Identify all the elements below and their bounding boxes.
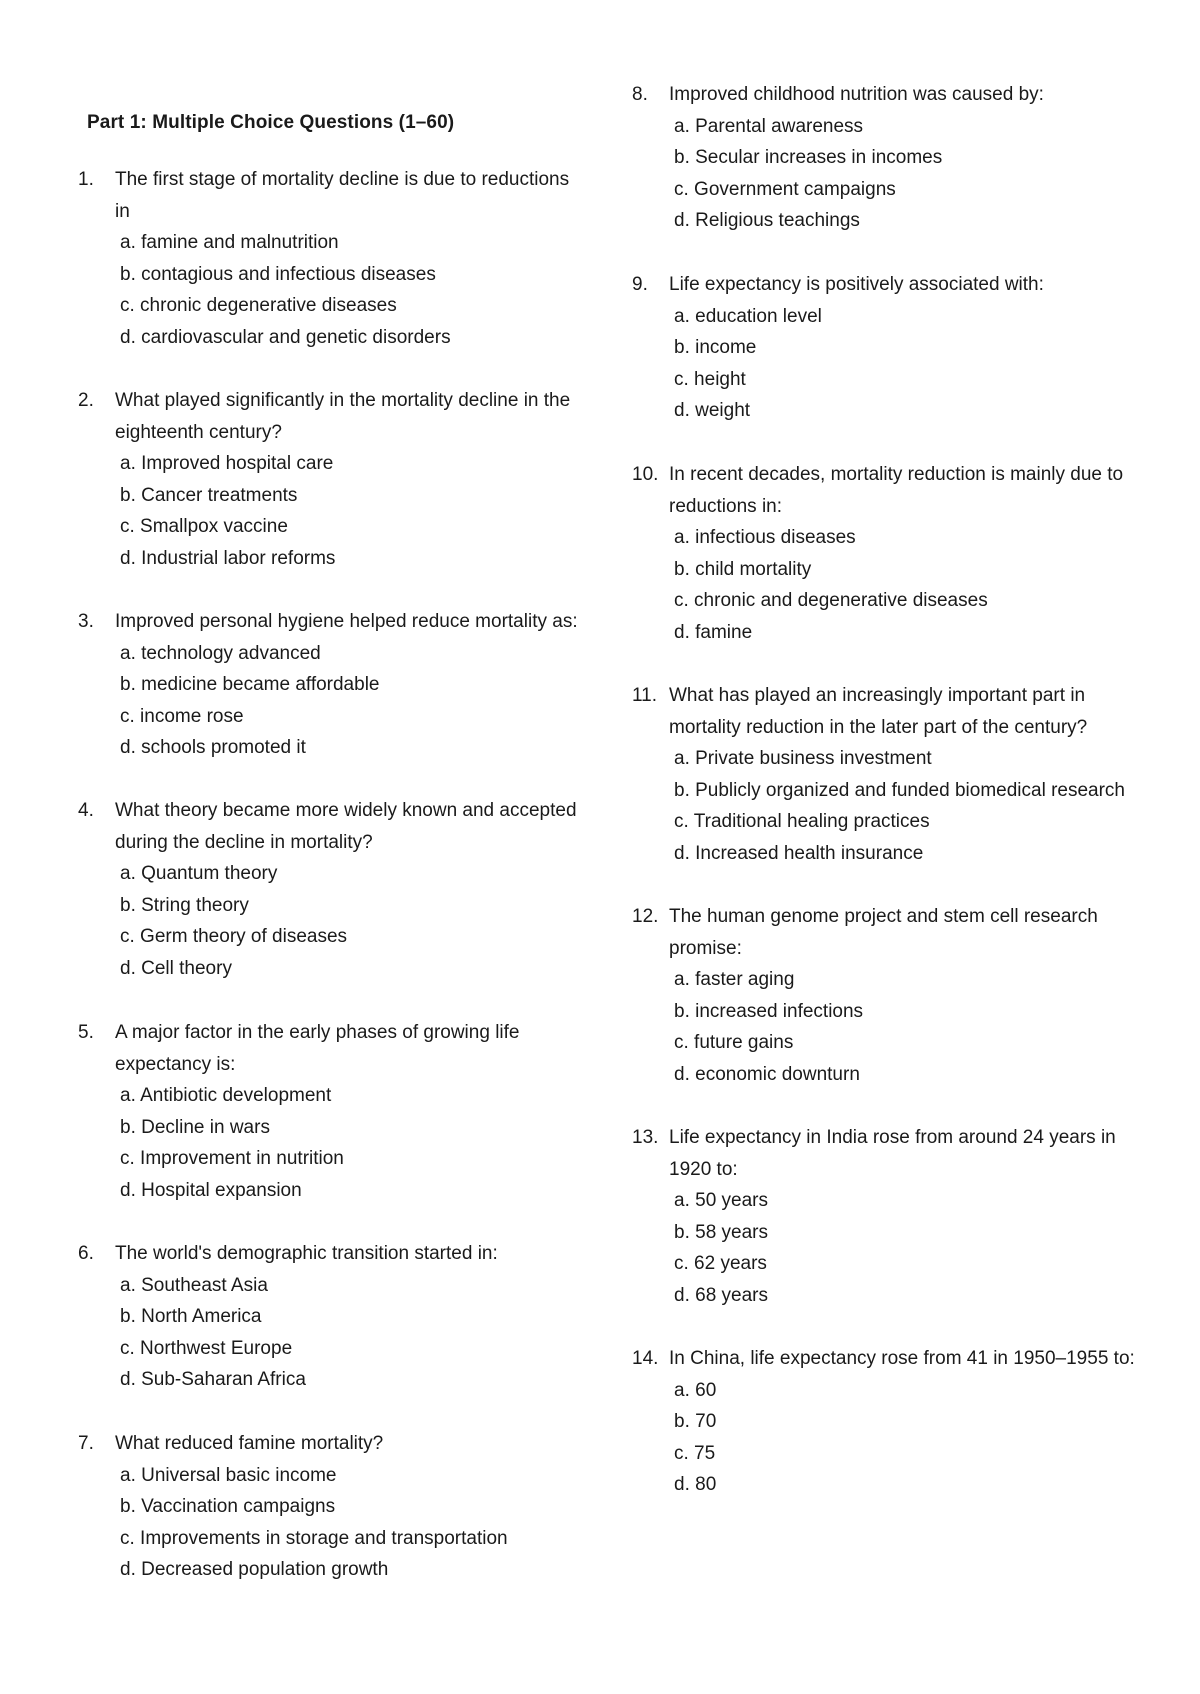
option-d: d. 80 (674, 1474, 717, 1495)
option-b: b. 70 (674, 1411, 717, 1432)
option-d: d. famine (674, 621, 753, 643)
option-list (78, 1460, 578, 1586)
option-c: c. 75 (674, 1442, 716, 1464)
option-c: c. chronic and degenerative diseases (674, 590, 988, 611)
question-12 (632, 901, 1152, 1090)
question-number: 8. (632, 84, 648, 105)
option-list (78, 638, 578, 764)
question-13 (632, 1122, 1152, 1311)
question-text: Improved childhood nutrition was caused by: (669, 84, 1044, 105)
question-number: 11. (632, 685, 658, 706)
question-8 (632, 79, 1152, 237)
option-d: d. Increased health insurance (674, 842, 924, 864)
option-d: d. Decreased population growth (120, 1559, 389, 1580)
option-d: d. weight (674, 400, 751, 421)
option-list (78, 1080, 578, 1206)
option-a: a. infectious diseases (674, 527, 856, 548)
option-list (78, 1270, 578, 1396)
question-text: What reduced famine mortality? (115, 1433, 384, 1454)
option-a: a. famine and malnutrition (120, 232, 339, 253)
option-b: b. Vaccination campaigns (120, 1496, 336, 1517)
question-5 (78, 1017, 578, 1206)
question-number: 10. (632, 464, 659, 485)
option-d: d. schools promoted it (120, 737, 306, 758)
section-heading: Part 1: Multiple Choice Questions (1–60) (87, 112, 455, 133)
option-b: b. Secular increases in incomes (674, 147, 943, 168)
question-number: 2. (78, 390, 94, 411)
question-text: In recent decades, mortality reduction is mainly due to reductions in: (669, 464, 1124, 517)
question-text: The world's demographic transition started in: (115, 1243, 498, 1264)
option-d: d. Hospital expansion (120, 1179, 302, 1201)
question-4 (78, 795, 578, 984)
option-a: a. 60 (674, 1379, 717, 1401)
option-c: c. Improvements in storage and transportation (120, 1527, 508, 1549)
question-14 (632, 1343, 1152, 1501)
option-list (632, 111, 1152, 237)
option-list (632, 964, 1152, 1090)
option-d: d. Religious teachings (674, 210, 860, 231)
option-a: a. faster aging (674, 969, 795, 990)
option-b: b. Cancer treatments (120, 484, 298, 506)
option-c: c. income rose (120, 705, 244, 727)
question-text: Improved personal hygiene helped reduce mortality as: (115, 611, 578, 632)
option-list (632, 522, 1152, 648)
option-b: b. Decline in wars (120, 1116, 270, 1138)
question-text: What played significantly in the mortality decline in the eighteenth century? (115, 390, 571, 443)
option-list (78, 227, 578, 353)
option-a: a. Quantum theory (120, 863, 278, 884)
question-10 (632, 459, 1152, 648)
option-c: c. height (674, 368, 746, 390)
option-b: b. contagious and infectious diseases (120, 263, 436, 285)
option-a: a. technology advanced (120, 642, 321, 664)
option-a: a. Antibiotic development (120, 1085, 332, 1106)
option-list (632, 743, 1152, 869)
option-b: b. North America (120, 1306, 262, 1327)
question-text: Life expectancy is positively associated with: (669, 274, 1044, 295)
option-c: c. Traditional healing practices (674, 811, 930, 832)
question-11 (632, 680, 1152, 869)
question-text: A major factor in the early phases of growing life expectancy is: (115, 1022, 520, 1075)
option-b: b. income (674, 337, 757, 358)
option-d: d. 68 years (674, 1284, 768, 1306)
option-d: d. economic downturn (674, 1063, 860, 1085)
option-a: a. Private business investment (674, 748, 932, 769)
question-text: The first stage of mortality decline is due to reductions in (115, 169, 570, 222)
option-c: c. future gains (674, 1032, 794, 1053)
option-c: c. chronic degenerative diseases (120, 295, 397, 316)
option-c: c. Northwest Europe (120, 1337, 293, 1359)
option-d: d. Industrial labor reforms (120, 547, 336, 569)
option-list (78, 448, 578, 574)
option-list (632, 301, 1152, 427)
option-c: c. 62 years (674, 1253, 767, 1274)
question-number: 1. (78, 169, 94, 190)
option-list (632, 1375, 1152, 1501)
option-a: a. Parental awareness (674, 115, 864, 137)
question-number: 4. (78, 800, 94, 821)
question-number: 7. (78, 1433, 94, 1454)
question-text: The human genome project and stem cell research promise: (669, 906, 1098, 959)
option-b: b. child mortality (674, 558, 812, 580)
option-a: a. education level (674, 305, 822, 327)
question-3 (78, 606, 578, 764)
question-text: Life expectancy in India rose from around 24 years in 1920 to: (669, 1127, 1116, 1180)
option-b: b. medicine became affordable (120, 674, 380, 695)
question-text: What has played an increasingly important part in mortality reduction in the later part of the century? (669, 685, 1088, 738)
option-d: d. Sub-Saharan Africa (120, 1369, 306, 1390)
option-d: d. cardiovascular and genetic disorders (120, 326, 451, 348)
option-a: a. Southeast Asia (120, 1274, 268, 1296)
question-9 (632, 269, 1152, 427)
question-number: 12. (632, 906, 659, 927)
question-number: 5. (78, 1022, 94, 1043)
question-text: In China, life expectancy rose from 41 in 1950–1955 to: (669, 1348, 1135, 1369)
question-number: 13. (632, 1127, 659, 1148)
question-text: What theory became more widely known and accepted during the decline in mortality? (115, 800, 577, 853)
option-a: a. 50 years (674, 1190, 768, 1211)
option-d: d. Cell theory (120, 957, 232, 979)
option-a: a. Improved hospital care (120, 453, 334, 474)
option-c: c. Smallpox vaccine (120, 516, 288, 537)
option-b: b. 58 years (674, 1221, 768, 1243)
question-2 (78, 385, 578, 574)
option-c: c. Government campaigns (674, 178, 896, 200)
question-1 (78, 164, 578, 353)
option-a: a. Universal basic income (120, 1464, 337, 1486)
option-list (78, 858, 578, 984)
option-b: b. Publicly organized and funded biomedical research (674, 779, 1125, 801)
option-b: b. String theory (120, 894, 249, 916)
option-b: b. increased infections (674, 1000, 864, 1022)
option-list (632, 1185, 1152, 1311)
question-number: 9. (632, 274, 648, 295)
question-number: 14. (632, 1348, 659, 1369)
question-number: 3. (78, 611, 94, 632)
question-number: 6. (78, 1243, 94, 1264)
option-c: c. Germ theory of diseases (120, 926, 348, 947)
question-7 (78, 1428, 578, 1586)
option-c: c. Improvement in nutrition (120, 1148, 344, 1169)
question-6 (78, 1238, 578, 1396)
